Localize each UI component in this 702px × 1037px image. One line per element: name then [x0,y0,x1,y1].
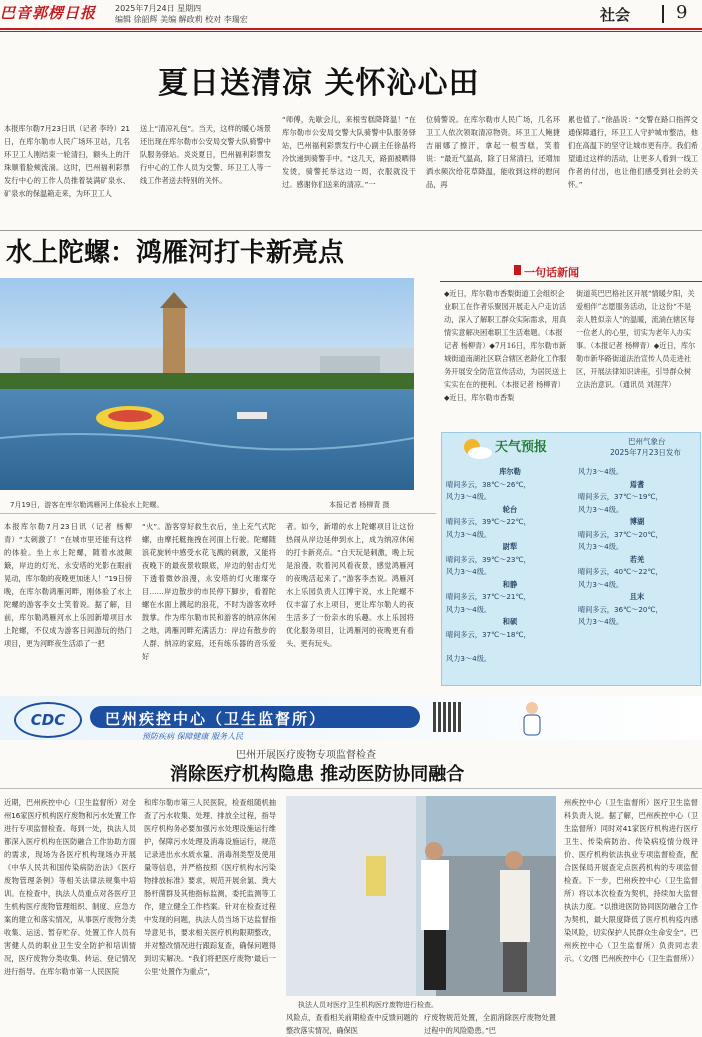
weather-last-wind [446,653,574,666]
story3-column-2: 和库尔勒市第三人民医院，检查组随机抽查了污水收集、处理、排放全过程，指导医疗机构务必要加强污水处理设施运行维护，保障污水处理及消毒设施运行，规范记录进出水水质水量、消毒剂类型及使用量等信息，并严格按照《医疗机构水污染物排放标准》要求，规范开展余氯、粪大肠杆菌群及其他指标监测，委托监测等工作，建立健全工作档案。针对在检查过程中发现的问题，执法人员当场下达监督指导意见书，要求相关医疗机构限期整改，并对整改情况进行跟踪复查，确保问题得到切实解决。“我们将把医疗废物‘最后一公里’处置作为重点”， [144,798,276,976]
story1-column-2: 送上“清凉礼包”。当天，这样的暖心场景还出现在库尔勒市公安局交警大队骑警中队服务驿站。炎炎夏日，巴州福利彩票发行中心的工作人员为交警、环卫工人等一线工作者送去特别的关怀。 [140,124,271,185]
weather-desc: 晴间多云，37℃～21℃， [446,592,531,601]
cdc-banner-title: 巴州疾控中心（卫生监督所） [105,710,327,728]
weather-city: 若羌 [629,554,645,564]
weather-city: 博湖 [629,517,645,526]
story2-headline: 水上陀螺：鸿雁河打卡新亮点 [6,238,345,268]
weather-title: 天气预报 [495,440,548,455]
story2-column-1: 本报库尔勒7月23日讯（记者 杨柳青）“太刺激了！”在城市里还能有这样的体验。坐上水上陀螺，随着水波颠簸，岸边的灯光、永安塔的光影在眼前晃动，库尔勒的夜晚更加迷人！”19日傍晚，在库尔勒鸿雁河畔，刚体验了水上陀螺的游客李女士笑着说。据了解，目前，库尔勒鸿雁河水上乐园新增项目水上陀螺，不仅成为游客日间游玩的热门项目，更为河畔夜生活添了一把 [4,522,132,648]
weather-sun-cloud-icon [460,436,494,460]
weather-wind: 风力3～4级。 [446,567,492,576]
cdc-banner-slogan: 预防疾病 保障健康 服务人民 [142,732,244,741]
story3-column-5: 州疾控中心（卫生监督所）医疗卫生监督科负责人说。据了解，巴州疾控中心（卫生监督所）同时对41家医疗机构进行医疗卫生、传染病防治、传染病疫情分级评价、医疗机构依法执业专项监督检查，配合医保局开展查定点医药机构的专项监督检查。下一步，巴州疾控中心（卫生监督所）将以本次检查为契机，持续加大监督执法力度。“以推进医防协同医防融合工作为契机，最大限度降低了医疗机构疫内感染风险，切实保护人民群众生命安全”。巴州疾控中心（卫生监督所）负责同志表示。（文/图 巴州疾控中心（卫生监督所）） [564,798,699,963]
weather-desc: 晴间多云，37℃～18℃， [446,629,531,639]
weather-city: 和静 [502,579,518,589]
story2-column-2: “火”。游客穿好救生衣后，坐上充气式陀螺，由摩托艇拖拽在河面上行驶。陀螺随浪花旋转中感受水花飞溅的刺激，又能将夜晚下的最夜景收眼底，岸边的射击灯光下透着微妙浪漫，永安塔的灯火璀璨夺目……岸边散步的市民停下脚步，看着陀螺在水面上溅起的浪花，不时为游客欢呼鼓掌。作为库尔勒市民和游客的纳凉休闲之地，鸿雁河畔充满活力：岸边有散步的人群、纳凉的家庭，还有练乐器的音乐爱好 [142,522,276,661]
story1-headline: 夏日送清凉 关怀沁心田 [158,66,480,101]
weather-wind: 风力3～4级。 [578,542,624,551]
weather-wind: 风力3～4级。 [578,617,624,626]
story3-rule [0,788,702,789]
doctor-icon [520,700,544,736]
weather-city: 轮台 [502,504,518,514]
section-label: 社会 [600,6,631,24]
page-number: 9 [676,2,688,23]
issue-date: 2025年7月24日 星期四 [115,4,202,13]
story2-photo-caption: 7月19日，游客在库尔勒鸿雁河上体验水上陀螺。 [10,501,164,509]
weather-city: 尉犁 [502,542,518,551]
qr-code-icon [433,702,463,732]
story2-photo-rule [0,513,436,514]
weather-wind: 风力3～4级。 [578,579,624,589]
newspaper-logo: 巴音郭楞日报 [0,4,97,22]
weather-left-list [446,466,574,641]
weather-wind: 风力3～4级。 [446,604,492,614]
inspection-scene-image [286,796,556,996]
news-flash-marker [514,265,521,275]
story1-bottom-rule [0,230,702,231]
weather-desc: 晴间多云，37℃～19℃， [578,492,663,501]
weather-wind: 风力3～4级。 [446,529,492,539]
weather-city: 和硕 [502,617,518,626]
story3-headline: 消除医疗机构隐患 推动医防协同融合 [170,764,465,785]
story2-photo [0,278,414,490]
cdc-logo: CDC [14,702,82,738]
weather-desc: 晴间多云，37℃～20℃， [578,529,663,539]
editorial-staff: 编辑 徐韶辉 美编 解政莉 校对 李瑞宏 [115,15,248,24]
weather-wind: 风力3～4级。 [578,504,624,514]
section-divider [662,5,664,23]
weather-desc: 晴间多云，38℃～26℃， [446,479,531,489]
story1-column-3: “师傅，先歇会儿，来根雪糕降降温！”在库尔勒市公安局交警大队骑警中队服务驿站，巴州福利彩票发行中心副主任徐晶将冷饮递到骑警手中。“这几天，路面被晒得发烫，骑警托举这边一周，衣服就没干过。感谢你们送来的清凉。”一 [282,115,416,189]
weather-desc: 晴间多云，40℃～22℃， [578,567,663,576]
story3-column-1: 近期，巴州疾控中心（卫生监督所）对全州16家医疗机构医疗废物和污水处置工作进行专项监督检查。每到一处，执法人员都深入医疗机构在医防融合工作协助方面的需求，现场为各医疗机构现场办开展《中华人民共和国传染病防治法》《医疗废物管理条例》等相关法律法规集中培训。在检查中，执法人员重点对各医疗卫生机构医疗废物管理组织、制度、应急方案的建立和落实情况，从事医疗废物分类收集、运送、暂存贮存、处置工作人员有害健人员的职业卫生安全防护和培训情况，医疗废物分类收集、转运、登记情况进行指导。在库尔勒市第一人民医院 [4,798,136,976]
weather-desc: 晴间多云，36℃～20℃， [578,604,663,614]
news-flash-column-1: ◆近日，库尔勒市香梨街道工会组织企业职工在作者乐聚园开展走入户走访活动，深入了解职工群众实际需求，用真情实意解决困难职工生活难题。（本报记者 杨柳青）◆7月16日，库尔勒市新城街道南湖社区联合辖区老龄化工作服务开展安全防范宣传活动，为居民送上实实在在的便利。（本报记者 杨柳青）◆近日，库尔勒市香梨 [444,289,567,402]
weather-issue-date: 2025年7月23日发布 [610,448,681,457]
masthead-rule [0,28,702,30]
weather-desc: 晴间多云，39℃～22℃， [446,517,531,526]
river-scene-image [0,278,414,490]
sun-cloud-icon [460,436,494,460]
story1-column-4: 位骑警说。在库尔勒市人民广场，几名环卫工人依次领取清凉物资。环卫工人鲍捷吉丽娜了擦汗，拿起一根雪糕，笑着说：“最近气温高，除了日常清扫，还增加洒水频次给花草降温，能收到这样的慰问品，再 [426,115,560,189]
weather-city: 且末 [629,592,645,601]
news-flash-rule [440,281,702,282]
weather-city: 库尔勒 [499,467,521,476]
weather-wind: 风力3～4级。 [578,467,624,476]
news-flash-column-2: 街道英巴巴格社区开展“情暖夕阳，关爱相伴”志愿服务活动，让这份“不是亲人胜似亲人”的温暖，流淌在辖区每一位老人的心里，切实为老年人办实事。（本报记者 杨柳青）◆近日，库尔勒市新华路街道法治宣传人员走进社区，开展法律知识讲座，引导群众树立法治意识。（通讯员 刘涯萍） [576,289,696,389]
weather-wind: 风力3～4级。 [446,654,492,663]
weather-desc: 晴间多云，39℃～23℃， [446,554,531,564]
story3-photo-caption: 执法人员对医疗卫生机构医疗废物进行检查。 [298,1001,438,1009]
weather-right-list [578,466,696,629]
story1-column-1: 本报库尔勒7月23日讯（记者 李玲）21日，在库尔勒市人民广场环卫站，几名环卫工人刚结束一轮清扫，额头上的汗珠顺着脸颊流淌。这时，巴州福利彩票发行中心的工作人员推着装满矿泉水、矿泉水的保温箱走来，为环卫工人 [4,124,130,198]
story3-column-3: 风险点，查看相关前期检查中反馈问题的整改落实情况，确保医 [286,1013,418,1035]
story2-column-3: 者。如今，新增的水上陀螺项目让这份热闹从岸边延伸到水上，成为纳凉休闲的打卡新亮点。“白天玩是刺激，晚上玩是浪漫。吹着河风看夜景，感觉鸿雁河的夜晚活起来了。”游客李杰说。鸿雁河水上乐园负责人江博宇说，水上陀螺不仅丰富了水上项目，更让库尔勒人的夜生活多了一份亲水的乐趣。水上乐园将优化服务项目，让鸿雁河的夜晚更有看头、更有玩头。 [286,522,414,648]
story3-kicker: 巴州开展医疗废物专项监督检查 [236,750,376,761]
weather-wind: 风力3～4级。 [446,492,492,501]
story1-column-5: 累也值了。”徐晶说：“交警在路口指挥交通保障通行，环卫工人守护城市整洁，他们在高温下的坚守让城市更有序。我们希望通过这样的活动，让更多人看到一线工作者的付出，也让他们感受到社会的关怀。” [568,115,698,189]
masthead-rule-thin [0,31,702,32]
story3-column-4: 疗废物规范处置，全面消除医疗废物处置过程中的风险隐患。”巴 [424,1013,556,1035]
weather-issuer: 巴州气象台 [628,437,666,446]
story3-photo [286,796,556,996]
weather-city: 焉耆 [629,479,645,489]
story2-photo-credit: 本报记者 杨柳青 摄 [329,501,390,509]
doctor-figure-icon [520,700,544,736]
news-flash-title: 一句话新闻 [524,266,579,279]
